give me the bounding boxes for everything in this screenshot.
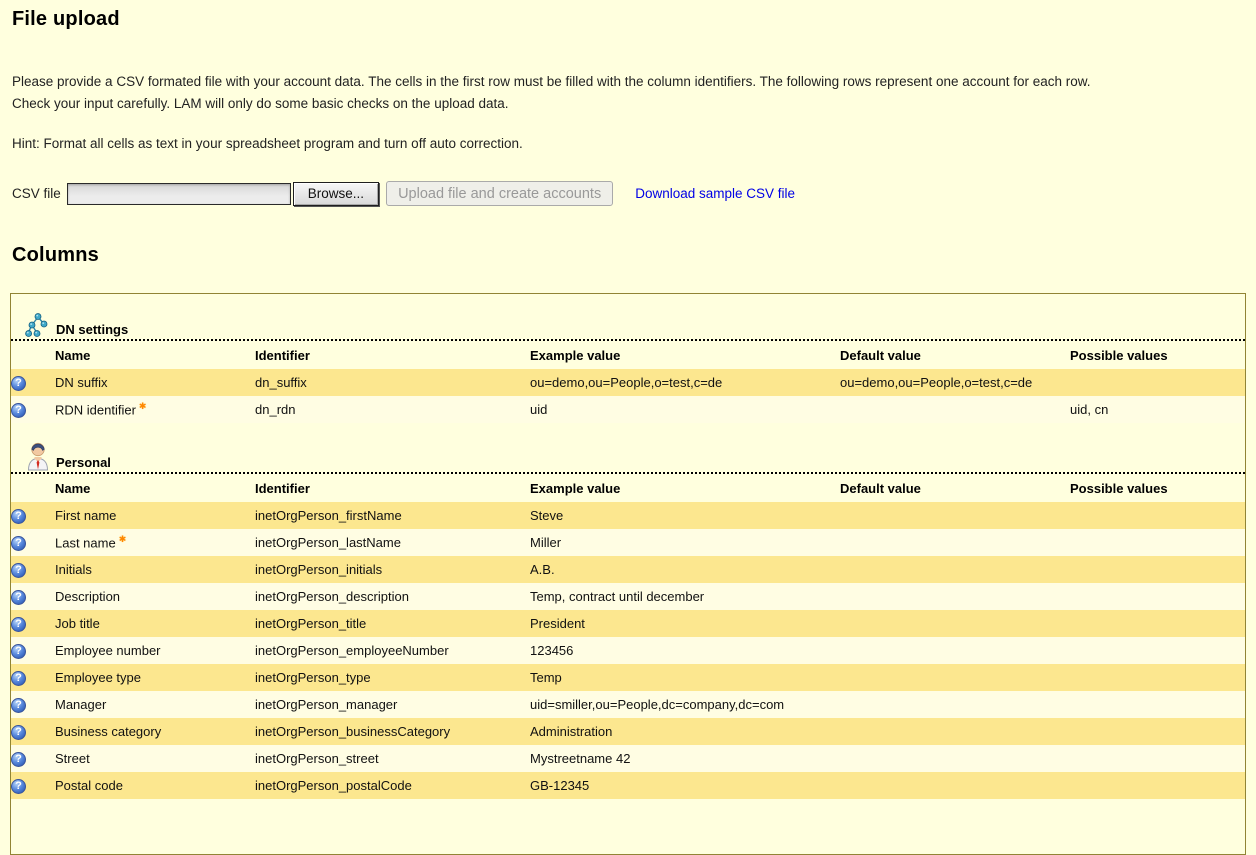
help-cell [11,610,55,637]
help-icon[interactable]: ? [11,509,26,524]
table-row [11,772,1245,799]
help-icon[interactable]: ? [11,617,26,632]
column-section [11,423,1245,799]
column-header-row [11,341,1245,369]
row-identifier: inetOrgPerson_description [255,589,409,604]
upload-row [12,181,1246,206]
column-header-help [11,341,55,369]
row-name: Description [55,589,121,604]
help-cell [11,396,55,423]
help-icon[interactable]: ? [11,779,26,794]
help-icon[interactable]: ? [11,671,26,686]
help-cell [11,664,55,691]
help-icon[interactable]: ? [11,403,26,418]
row-identifier: inetOrgPerson_postalCode [255,778,412,793]
row-default [840,691,1070,718]
help-cell [11,718,55,745]
row-name: First name [55,508,117,523]
row-possible [1070,583,1245,610]
help-cell [11,637,55,664]
table-row [11,502,1245,529]
row-possible [1070,745,1245,772]
row-identifier: dn_rdn [255,402,296,417]
row-possible [1070,637,1245,664]
row-possible [1070,369,1245,396]
row-possible [1070,610,1245,637]
row-default [840,718,1070,745]
row-default [840,772,1070,799]
intro-line-1: Please provide a CSV formated file with your account data. The cells in the first row must be filled with the column identifiers. The following rows represent one account for each row. [12,74,1091,89]
row-possible [1070,718,1245,745]
row-name: RDN identifier ✱ [55,401,147,418]
intro-text [12,71,1246,115]
row-default [840,556,1070,583]
row-example: Administration [530,724,613,739]
help-cell [11,502,55,529]
row-possible [1070,691,1245,718]
columns-heading: Columns [12,244,99,266]
row-name: Job title [55,616,100,631]
section-header [11,423,1245,474]
column-header: Example value [530,480,621,496]
column-section [11,294,1245,423]
row-example: GB-12345 [530,778,590,793]
column-header: Example value [530,347,621,363]
row-name: Employee number [55,643,161,658]
table-row [11,529,1245,556]
row-possible [1070,502,1245,529]
row-default [840,610,1070,637]
row-example: Temp, contract until december [530,589,705,604]
table-row [11,556,1245,583]
section-title: Personal [56,455,111,470]
section-header [11,294,1245,341]
required-marker: ✱ [118,534,127,545]
column-header: Name [55,347,91,363]
row-name: DN suffix [55,375,108,390]
row-identifier: inetOrgPerson_title [255,616,367,631]
row-possible [1070,529,1245,556]
table-row [11,664,1245,691]
row-default [840,637,1070,664]
browse-button[interactable]: Browse... [293,182,379,206]
row-identifier: inetOrgPerson_lastName [255,535,401,550]
row-name: Initials [55,562,92,577]
table-row [11,369,1245,396]
row-identifier: inetOrgPerson_initials [255,562,383,577]
row-name: Last name ✱ [55,534,127,551]
help-cell [11,583,55,610]
row-possible: uid, cn [1070,402,1109,417]
help-icon[interactable]: ? [11,644,26,659]
row-identifier: inetOrgPerson_type [255,670,371,685]
required-marker: ✱ [138,401,147,412]
upload-button[interactable]: Upload file and create accounts [386,181,613,206]
table-row [11,583,1245,610]
column-header: Default value [840,347,921,363]
table-row [11,610,1245,637]
table-row [11,718,1245,745]
row-default [840,664,1070,691]
column-header-row [11,474,1245,502]
column-header: Possible values [1070,347,1168,363]
row-example: President [530,616,585,631]
row-identifier: inetOrgPerson_street [255,751,379,766]
row-default: ou=demo,ou=People,o=test,c=de [840,375,1033,390]
columns-section-table [11,474,1245,799]
csv-file-input[interactable] [67,183,291,205]
row-example: Steve [530,508,564,523]
page-title: File upload [12,8,120,30]
row-example: Miller [530,535,562,550]
row-default [840,745,1070,772]
row-default [840,502,1070,529]
intro-line-2: Check your input carefully. LAM will only do some basic checks on the upload data. [12,96,509,111]
row-example: uid [530,402,548,417]
tree-icon [25,311,51,338]
row-name: Business category [55,724,162,739]
row-identifier: inetOrgPerson_manager [255,697,398,712]
table-row [11,691,1245,718]
help-cell [11,369,55,396]
column-header: Identifier [255,480,310,496]
row-example: 123456 [530,643,574,658]
hint-text: Hint: Format all cells as text in your spreadsheet program and turn off auto correction. [12,136,523,151]
help-cell [11,556,55,583]
help-icon[interactable]: ? [11,725,26,740]
section-title: DN settings [56,322,129,337]
help-cell [11,745,55,772]
row-name: Street [55,751,90,766]
help-icon[interactable]: ? [11,376,26,391]
row-identifier: inetOrgPerson_businessCategory [255,724,451,739]
row-example: ou=demo,ou=People,o=test,c=de [530,375,723,390]
help-icon[interactable]: ? [11,752,26,767]
row-identifier: inetOrgPerson_firstName [255,508,402,523]
column-header: Name [55,480,91,496]
table-row [11,745,1245,772]
help-cell [11,691,55,718]
row-example: Mystreetname 42 [530,751,631,766]
help-icon[interactable]: ? [11,590,26,605]
row-example: Temp [530,670,562,685]
download-sample-link[interactable]: Download sample CSV file [635,186,796,201]
row-default [840,396,1070,423]
table-row [11,637,1245,664]
help-icon[interactable]: ? [11,536,26,551]
row-name: Postal code [55,778,123,793]
help-cell [11,772,55,799]
column-header: Default value [840,480,921,496]
row-name: Employee type [55,670,141,685]
row-example: uid=smiller,ou=People,dc=company,dc=com [530,697,785,712]
column-header: Identifier [255,347,310,363]
row-name: Manager [55,697,107,712]
person-icon [25,440,51,471]
table-row [11,396,1245,423]
help-icon[interactable]: ? [11,698,26,713]
row-example: A.B. [530,562,555,577]
row-possible [1070,664,1245,691]
column-header-help [11,474,55,502]
row-identifier: dn_suffix [255,375,307,390]
columns-section-table [11,341,1245,423]
help-cell [11,529,55,556]
help-icon[interactable]: ? [11,563,26,578]
row-identifier: inetOrgPerson_employeeNumber [255,643,449,658]
csv-file-label: CSV file [12,186,61,201]
row-default [840,583,1070,610]
row-possible [1070,556,1245,583]
columns-table [10,293,1246,855]
row-default [840,529,1070,556]
row-possible [1070,772,1245,799]
column-header: Possible values [1070,480,1168,496]
